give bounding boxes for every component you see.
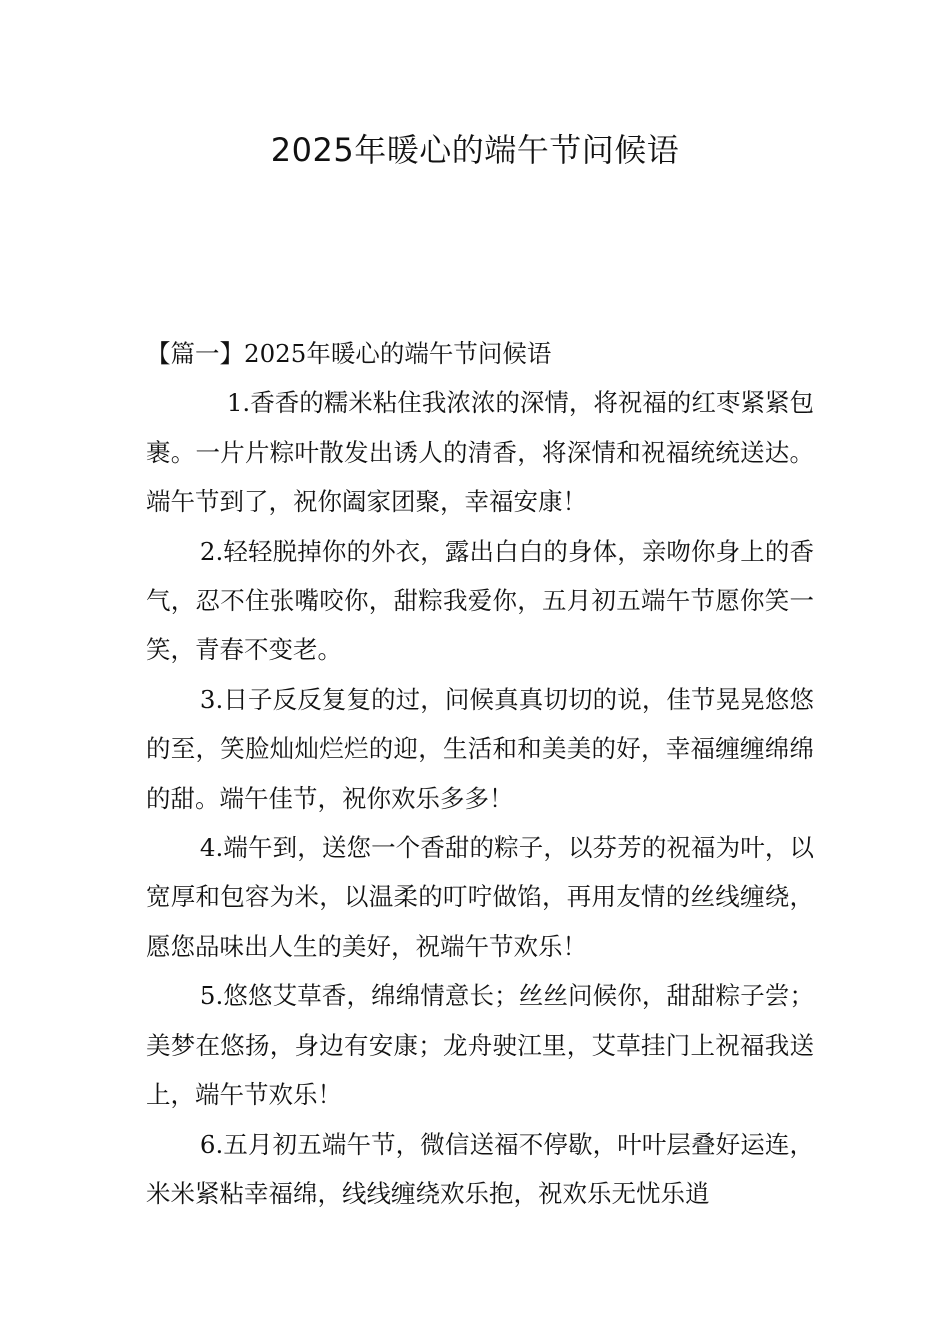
greeting-paragraph-1: 1.香香的糯米粘住我浓浓的深情，将祝福的红枣紧紧包裹。一片片粽叶散发出诱人的清香，将深情和祝福统统送达。端午节到了，祝你阖家团聚，幸福安康！ <box>146 388 814 517</box>
greeting-paragraph-5: 5.悠悠艾草香，绵绵情意长；丝丝问候你，甜甜粽子尝；美梦在悠扬，身边有安康；龙舟驶江里，艾草挂门上祝福我送上，端午节欢乐！ <box>146 981 814 1110</box>
document-body <box>146 329 814 1218</box>
section-heading: 【篇一】2025年暖心的端午节问候语 <box>146 339 552 368</box>
greeting-paragraph-3: 3.日子反反复复的过，问候真真切切的说，佳节晃晃悠悠的至，笑脸灿灿烂烂的迎，生活和和美美的好，幸福缠缠绵绵的甜。端午佳节，祝你欢乐多多！ <box>146 684 814 813</box>
document-title: 2025年暖心的端午节问候语 <box>270 131 680 169</box>
greeting-paragraph-6: 6.五月初五端午节，微信送福不停歇，叶叶层叠好运连，米米紧粘幸福绵，线线缠绕欢乐抱，祝欢乐无忧乐逍 <box>146 1129 814 1208</box>
greeting-paragraph-2: 2.轻轻脱掉你的外衣，露出白白的身体，亲吻你身上的香气，忍不住张嘴咬你，甜粽我爱你，五月初五端午节愿你笑一笑，青春不变老。 <box>146 536 814 665</box>
greeting-paragraph-4: 4.端午到，送您一个香甜的粽子，以芬芳的祝福为叶，以宽厚和包容为米，以温柔的叮咛做馅，再用友情的丝线缠绕，愿您品味出人生的美好，祝端午节欢乐！ <box>146 833 814 961</box>
